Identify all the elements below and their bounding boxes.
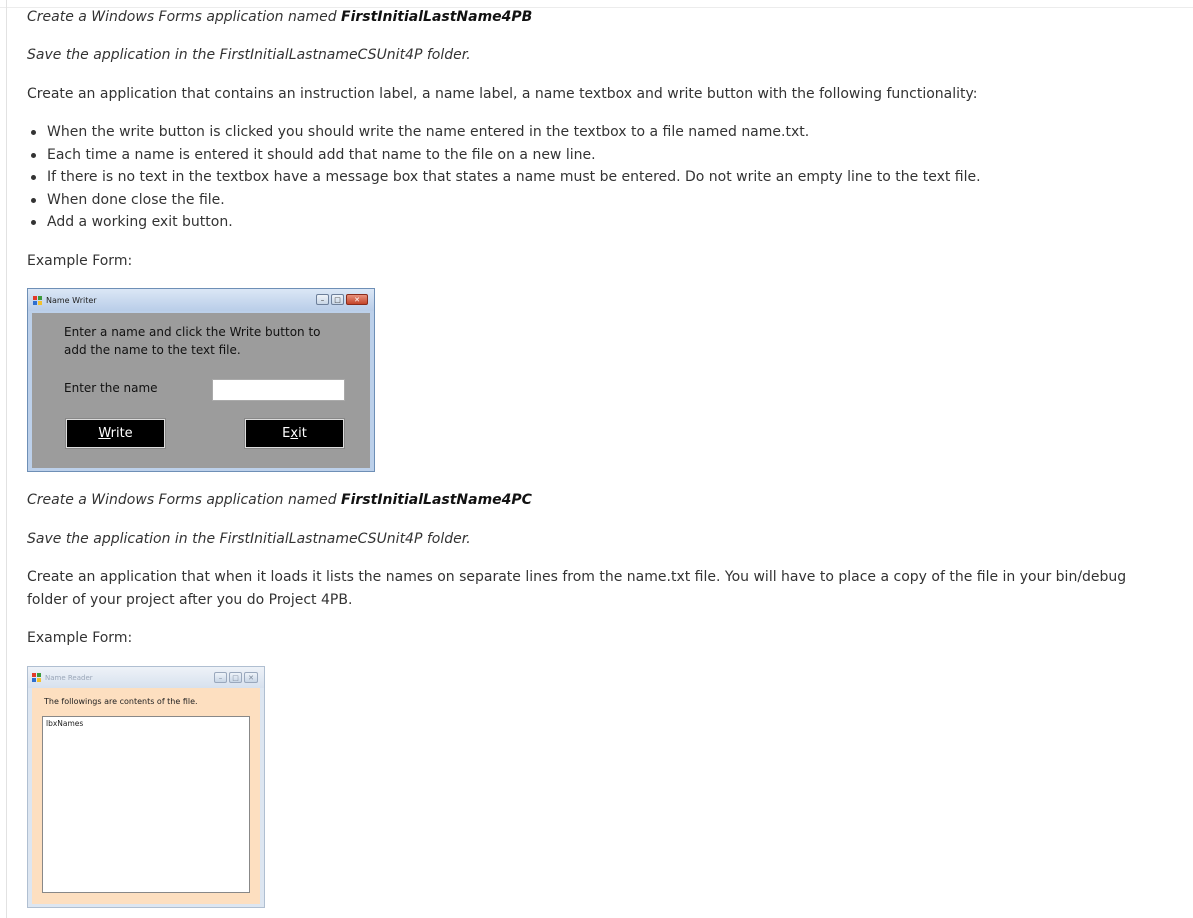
app-icon (32, 673, 41, 682)
names-listbox[interactable]: lbxNames (42, 716, 250, 893)
name-textbox[interactable] (212, 379, 345, 401)
list-item: If there is no text in the textbox have a message box that states a name must be entered. Do not write an empty line to the text file. (47, 166, 981, 189)
window-title: Name Writer (46, 296, 97, 305)
section2-heading-prefix: Create a Windows Forms application named (27, 492, 342, 508)
window-controls (316, 294, 368, 305)
exit-button[interactable] (245, 419, 344, 448)
window-title: Name Reader (45, 674, 93, 682)
contents-label: The followings are contents of the file. (44, 697, 198, 706)
form-client-area (32, 688, 260, 904)
close-icon[interactable]: ✕ (346, 294, 368, 305)
list-item: Add a working exit button. (47, 211, 981, 234)
section2-description: Create an application that when it loads it lists the names on separate lines from the name.txt file. You will have to place a copy of the file in your bin/debug folder of your project after you do Project 4PB. (27, 569, 1127, 608)
section2-save-note: Save the application in the FirstInitialLastnameCSUnit4P folder. (27, 531, 471, 547)
exit-button-label-start: E (282, 426, 291, 441)
write-button-mnemonic: W (98, 426, 111, 441)
minimize-icon[interactable]: – (316, 294, 329, 305)
maximize-icon[interactable]: □ (229, 672, 242, 683)
list-item: When the write button is clicked you should write the name entered in the textbox to a file named name.txt. (47, 121, 981, 144)
write-button[interactable] (66, 419, 165, 448)
window-titlebar (28, 289, 374, 311)
name-writer-window (27, 288, 375, 472)
window-controls (214, 672, 258, 683)
section1-heading (27, 6, 532, 29)
list-item: When done close the file. (47, 189, 981, 212)
app-icon (33, 296, 42, 305)
name-label: Enter the name (64, 381, 158, 395)
requirements-list (27, 121, 981, 234)
write-button-label: rite (110, 426, 133, 441)
section2-app-name: FirstInitialLastName4PC (341, 492, 532, 508)
exit-button-mnemonic: x (290, 426, 299, 441)
section1-example-label: Example Form: (27, 253, 133, 269)
name-reader-window (27, 666, 265, 908)
section1-save-note: Save the application in the FirstInitialLastnameCSUnit4P folder. (27, 47, 471, 63)
section2-heading (27, 489, 532, 512)
section1-heading-prefix: Create a Windows Forms application named (27, 9, 342, 25)
exit-button-label-end: it (298, 426, 307, 441)
minimize-icon[interactable]: – (214, 672, 227, 683)
left-divider (6, 0, 7, 918)
maximize-icon[interactable]: □ (331, 294, 344, 305)
section2-example-label: Example Form: (27, 630, 133, 646)
window-titlebar (28, 667, 264, 688)
section1-app-name: FirstInitialLastName4PB (341, 9, 533, 25)
list-item: Each time a name is entered it should add that name to the file on a new line. (47, 144, 981, 167)
form-client-area (32, 313, 370, 468)
close-icon[interactable]: ✕ (244, 672, 258, 683)
instruction-label: Enter a name and click the Write button to add the name to the text file. (64, 325, 321, 357)
section1-description: Create an application that contains an instruction label, a name label, a name textbox and write button with the following functionality: (27, 86, 978, 102)
